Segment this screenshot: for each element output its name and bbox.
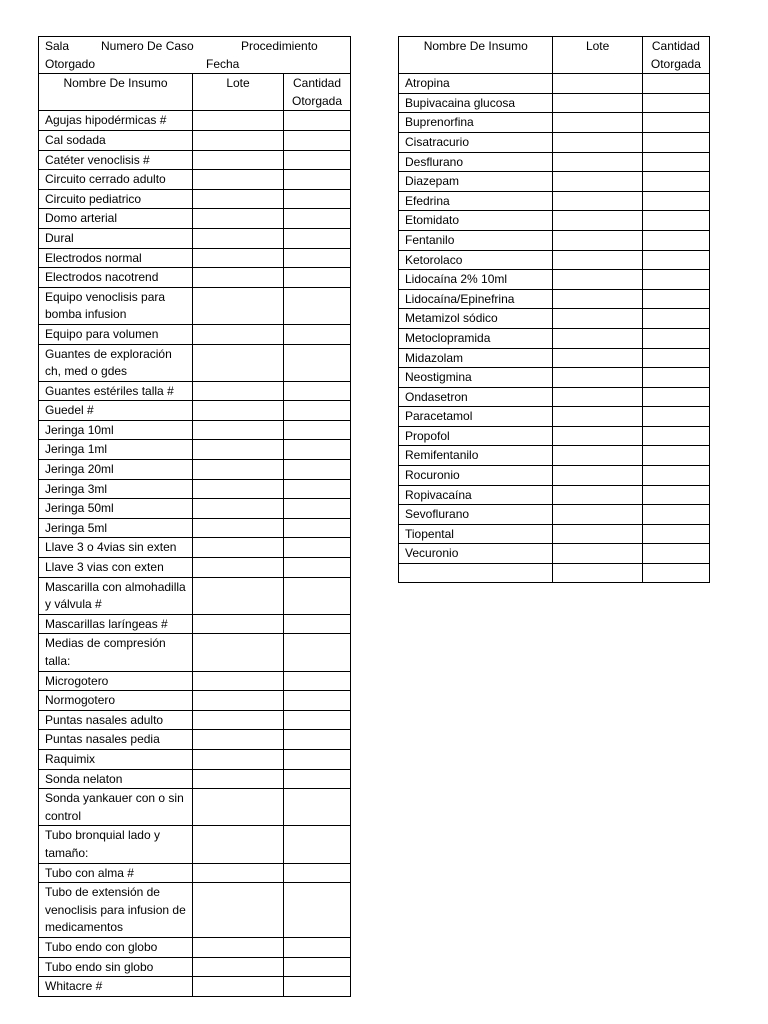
medications-table-body [399,37,710,583]
item-name-cell: Metoclopramida [399,328,553,348]
lote-cell[interactable] [553,250,642,270]
item-name-cell: Medias de compresión talla: [39,634,193,671]
cantidad-cell[interactable] [284,401,351,421]
column-header-lote: Lote [553,37,642,74]
table-row [39,691,351,711]
procedimiento-label: Procedimiento [241,39,318,53]
item-name-cell: Tubo de extensión de venoclisis para infusion de medicamentos [39,883,193,938]
cantidad-cell[interactable] [284,111,351,131]
cantidad-cell[interactable] [284,150,351,170]
table-row [399,191,710,211]
item-name-cell: Jeringa 3ml [39,479,193,499]
cantidad-cell[interactable] [284,863,351,883]
cantidad-cell[interactable] [642,505,709,525]
item-name-cell: Tubo endo sin globo [39,957,193,977]
form-header-cell [39,37,351,74]
lote-cell[interactable] [193,957,284,977]
lote-cell[interactable] [553,544,642,564]
lote-cell[interactable] [193,170,284,190]
lote-cell[interactable] [553,446,642,466]
cantidad-cell[interactable] [284,287,351,324]
cantidad-cell[interactable] [642,270,709,290]
cantidad-cell[interactable] [284,499,351,519]
table-row [39,287,351,324]
cantidad-cell[interactable] [284,614,351,634]
table-header-row [39,74,351,111]
item-name-cell: Mascarilla con almohadilla y válvula # [39,577,193,614]
lote-cell[interactable] [553,524,642,544]
medications-table [398,36,710,583]
cantidad-cell[interactable] [284,634,351,671]
lote-cell[interactable] [553,93,642,113]
lote-cell[interactable] [553,348,642,368]
lote-cell[interactable] [193,381,284,401]
item-name-cell: Metamizol sódico [399,309,553,329]
lote-cell[interactable] [193,287,284,324]
lote-cell[interactable] [553,132,642,152]
lote-cell[interactable] [193,883,284,938]
item-name-cell [399,564,553,583]
lote-cell[interactable] [553,564,642,583]
cantidad-cell[interactable] [642,250,709,270]
item-name-cell: Ketorolaco [399,250,553,270]
table-row [39,189,351,209]
cantidad-cell[interactable] [284,420,351,440]
lote-cell[interactable] [193,577,284,614]
cantidad-cell[interactable] [642,93,709,113]
table-row [399,328,710,348]
item-name-cell: Jeringa 1ml [39,440,193,460]
lote-cell[interactable] [553,172,642,192]
item-name-cell: Tubo bronquial lado y tamaño: [39,826,193,863]
table-row [39,634,351,671]
table-row [39,538,351,558]
table-row [39,111,351,131]
item-name-cell: Dural [39,228,193,248]
cantidad-cell[interactable] [642,328,709,348]
lote-cell[interactable] [193,111,284,131]
item-name-cell: Fentanilo [399,230,553,250]
lote-cell[interactable] [553,289,642,309]
table-row [399,289,710,309]
table-row [399,544,710,564]
table-row [39,344,351,381]
lote-cell[interactable] [553,211,642,231]
lote-cell[interactable] [553,309,642,329]
table-row [399,152,710,172]
table-row [399,230,710,250]
table-row [39,730,351,750]
table-row [399,564,710,583]
item-name-cell: Jeringa 10ml [39,420,193,440]
table-row [39,401,351,421]
cantidad-cell[interactable] [284,789,351,826]
item-name-cell: Puntas nasales adulto [39,710,193,730]
cantidad-cell[interactable] [284,209,351,229]
column-header-nombre: Nombre De Insumo [39,74,193,111]
cantidad-cell[interactable] [284,344,351,381]
lote-cell[interactable] [553,505,642,525]
sala-label: Sala [45,39,70,53]
cantidad-cell[interactable] [284,710,351,730]
item-name-cell: Atropina [399,74,553,94]
table-row [399,250,710,270]
cantidad-cell[interactable] [642,466,709,486]
lote-cell[interactable] [193,401,284,421]
form-header-row [39,37,351,74]
table-row [399,348,710,368]
lote-cell[interactable] [193,189,284,209]
lote-cell[interactable] [193,937,284,957]
cantidad-cell[interactable] [642,230,709,250]
lote-cell[interactable] [193,150,284,170]
item-name-cell: Sonda nelaton [39,769,193,789]
item-name-cell: Tubo con alma # [39,863,193,883]
item-name-cell: Agujas hipodérmicas # [39,111,193,131]
cantidad-cell[interactable] [284,538,351,558]
table-row [399,172,710,192]
table-row [39,558,351,578]
item-name-cell: Bupivacaina glucosa [399,93,553,113]
lote-cell[interactable] [193,420,284,440]
table-row [39,248,351,268]
item-name-cell: Puntas nasales pedia [39,730,193,750]
table-row [39,460,351,480]
lote-cell[interactable] [553,368,642,388]
lote-cell[interactable] [193,769,284,789]
item-name-cell: Diazepam [399,172,553,192]
item-name-cell: Propofol [399,426,553,446]
cantidad-cell[interactable] [284,826,351,863]
table-row [39,977,351,997]
table-row [399,368,710,388]
lote-cell[interactable] [553,485,642,505]
table-row [399,309,710,329]
item-name-cell: Rocuronio [399,466,553,486]
cantidad-cell[interactable] [284,957,351,977]
cantidad-cell[interactable] [284,460,351,480]
item-name-cell: Neostigmina [399,368,553,388]
item-name-cell: Equipo para volumen [39,324,193,344]
lote-cell[interactable] [553,270,642,290]
supplies-table [38,36,351,997]
table-row [399,407,710,427]
lote-cell[interactable] [193,228,284,248]
lote-cell[interactable] [193,344,284,381]
cantidad-cell[interactable] [642,191,709,211]
table-row [399,93,710,113]
table-row [399,74,710,94]
cantidad-cell[interactable] [284,228,351,248]
column-header-cantidad: Cantidad Otorgada [284,74,351,111]
item-name-cell: Raquimix [39,749,193,769]
cantidad-cell[interactable] [284,977,351,997]
lote-cell[interactable] [193,977,284,997]
table-row [39,577,351,614]
table-row [399,132,710,152]
table-row [39,710,351,730]
cantidad-cell[interactable] [642,172,709,192]
item-name-cell: Jeringa 5ml [39,518,193,538]
cantidad-cell[interactable] [284,324,351,344]
cantidad-cell[interactable] [284,381,351,401]
lote-cell[interactable] [553,152,642,172]
otorgado-label: Otorgado [45,56,96,71]
cantidad-cell[interactable] [642,426,709,446]
cantidad-cell[interactable] [642,368,709,388]
cantidad-cell[interactable] [284,170,351,190]
cantidad-cell[interactable] [642,152,709,172]
lote-cell[interactable] [193,691,284,711]
lote-cell[interactable] [193,749,284,769]
item-name-cell: Electrodos normal [39,248,193,268]
cantidad-cell[interactable] [642,74,709,94]
cantidad-cell[interactable] [284,937,351,957]
table-row [39,499,351,519]
cantidad-cell[interactable] [284,749,351,769]
item-name-cell: Cal sodada [39,130,193,150]
cantidad-cell[interactable] [284,577,351,614]
cantidad-cell[interactable] [642,564,709,583]
cantidad-cell[interactable] [642,387,709,407]
lote-cell[interactable] [553,466,642,486]
lote-cell[interactable] [193,130,284,150]
lote-cell[interactable] [193,499,284,519]
lote-cell[interactable] [553,328,642,348]
table-row [39,324,351,344]
lote-cell[interactable] [553,407,642,427]
cantidad-cell[interactable] [642,348,709,368]
table-row [39,518,351,538]
table-row [39,420,351,440]
lote-cell[interactable] [193,558,284,578]
cantidad-cell[interactable] [284,130,351,150]
table-row [399,446,710,466]
lote-cell[interactable] [193,324,284,344]
item-name-cell: Tiopental [399,524,553,544]
table-row [39,826,351,863]
item-name-cell: Vecuronio [399,544,553,564]
lote-cell[interactable] [193,730,284,750]
table-header-row [399,37,710,74]
item-name-cell: Equipo venoclisis para bomba infusion [39,287,193,324]
lote-cell[interactable] [553,113,642,133]
table-row [39,170,351,190]
cantidad-cell[interactable] [642,113,709,133]
column-header-cantidad: Cantidad Otorgada [642,37,709,74]
table-row [399,270,710,290]
cantidad-cell[interactable] [642,289,709,309]
item-name-cell: Circuito pediatrico [39,189,193,209]
lote-cell[interactable] [193,209,284,229]
table-row [39,209,351,229]
lote-cell[interactable] [193,460,284,480]
item-name-cell: Etomidato [399,211,553,231]
caso-label: Numero De Caso [101,39,194,53]
table-row [399,524,710,544]
cantidad-cell[interactable] [284,691,351,711]
item-name-cell: Lidocaína/Epinefrina [399,289,553,309]
cantidad-cell[interactable] [284,730,351,750]
cantidad-cell[interactable] [284,769,351,789]
cantidad-cell[interactable] [642,211,709,231]
item-name-cell: Mascarillas laríngeas # [39,614,193,634]
cantidad-cell[interactable] [284,268,351,288]
table-row [399,426,710,446]
lote-cell[interactable] [193,710,284,730]
cantidad-cell[interactable] [284,558,351,578]
cantidad-cell[interactable] [642,544,709,564]
item-name-cell: Efedrina [399,191,553,211]
lote-cell[interactable] [193,440,284,460]
table-row [39,440,351,460]
cantidad-cell[interactable] [284,479,351,499]
table-row [39,130,351,150]
item-name-cell: Normogotero [39,691,193,711]
item-name-cell: Ropivacaína [399,485,553,505]
table-row [39,749,351,769]
lote-cell[interactable] [193,538,284,558]
item-name-cell: Sevoflurano [399,505,553,525]
item-name-cell: Catéter venoclisis # [39,150,193,170]
lote-cell[interactable] [193,518,284,538]
cantidad-cell[interactable] [284,883,351,938]
table-row [39,479,351,499]
lote-cell[interactable] [193,863,284,883]
lote-cell[interactable] [553,74,642,94]
table-row [399,505,710,525]
item-name-cell: Buprenorfina [399,113,553,133]
item-name-cell: Domo arterial [39,209,193,229]
item-name-cell: Guantes estériles talla # [39,381,193,401]
table-row [39,150,351,170]
cantidad-cell[interactable] [642,407,709,427]
column-header-lote: Lote [193,74,284,111]
cantidad-cell[interactable] [642,132,709,152]
item-name-cell: Tubo endo con globo [39,937,193,957]
item-name-cell: Remifentanilo [399,446,553,466]
lote-cell[interactable] [553,230,642,250]
item-name-cell: Microgotero [39,671,193,691]
table-row [399,466,710,486]
item-name-cell: Cisatracurio [399,132,553,152]
cantidad-cell[interactable] [642,309,709,329]
table-row [399,485,710,505]
item-name-cell: Midazolam [399,348,553,368]
cantidad-cell[interactable] [642,524,709,544]
lote-cell[interactable] [193,634,284,671]
item-name-cell: Guantes de exploración ch, med o gdes [39,344,193,381]
lote-cell[interactable] [193,671,284,691]
table-row [39,769,351,789]
table-row [39,671,351,691]
lote-cell[interactable] [193,789,284,826]
table-row [399,113,710,133]
lote-cell[interactable] [193,248,284,268]
lote-cell[interactable] [193,826,284,863]
item-name-cell: Circuito cerrado adulto [39,170,193,190]
lote-cell[interactable] [553,387,642,407]
item-name-cell: Jeringa 20ml [39,460,193,480]
item-name-cell: Guedel # [39,401,193,421]
lote-cell[interactable] [553,426,642,446]
item-name-cell: Desflurano [399,152,553,172]
item-name-cell: Lidocaína 2% 10ml [399,270,553,290]
table-row [39,614,351,634]
cantidad-cell[interactable] [284,189,351,209]
item-name-cell: Sonda yankauer con o sin control [39,789,193,826]
table-row [39,957,351,977]
item-name-cell: Paracetamol [399,407,553,427]
table-row [39,381,351,401]
cantidad-cell[interactable] [284,671,351,691]
table-row [39,863,351,883]
cantidad-cell[interactable] [284,518,351,538]
table-row [39,789,351,826]
item-name-cell: Whitacre # [39,977,193,997]
item-name-cell: Ondasetron [399,387,553,407]
fecha-label: Fecha [206,56,240,71]
item-name-cell: Electrodos nacotrend [39,268,193,288]
cantidad-cell[interactable] [284,248,351,268]
cantidad-cell[interactable] [284,440,351,460]
table-row [39,937,351,957]
lote-cell[interactable] [193,614,284,634]
cantidad-cell[interactable] [642,446,709,466]
lote-cell[interactable] [553,191,642,211]
column-header-nombre: Nombre De Insumo [399,37,553,74]
supplies-table-body [39,37,351,997]
table-row [39,228,351,248]
lote-cell[interactable] [193,268,284,288]
table-row [39,883,351,938]
item-name-cell: Llave 3 o 4vias sin exten [39,538,193,558]
lote-cell[interactable] [193,479,284,499]
table-row [39,268,351,288]
table-row [399,387,710,407]
cantidad-cell[interactable] [642,485,709,505]
item-name-cell: Llave 3 vias con exten [39,558,193,578]
item-name-cell: Jeringa 50ml [39,499,193,519]
table-row [399,211,710,231]
